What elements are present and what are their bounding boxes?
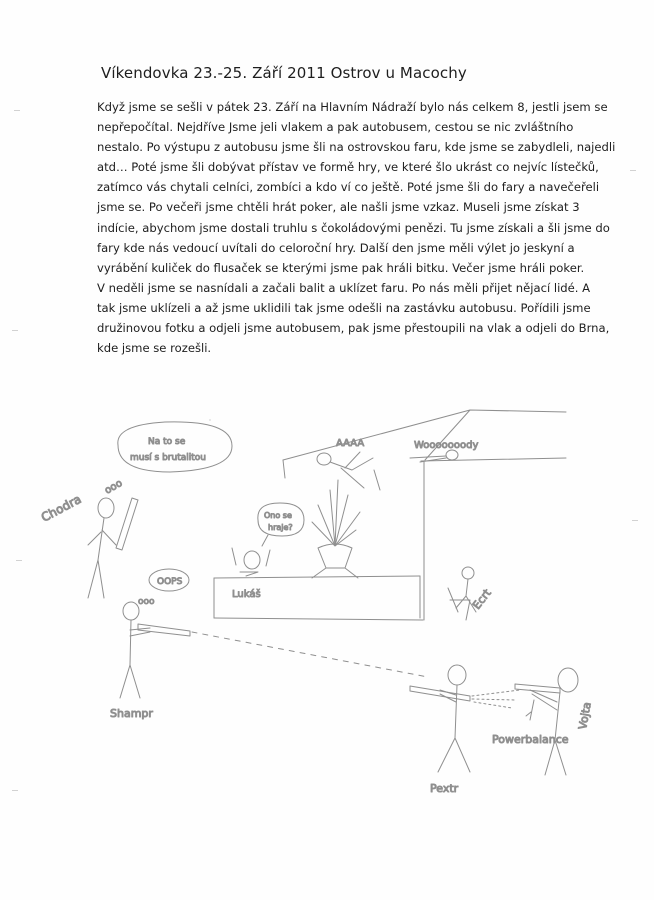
- lukas-figure: [232, 548, 270, 576]
- vojta-name: Vojta: [576, 701, 594, 731]
- chodra-speech-line2: musí s brutalitou: [130, 453, 206, 463]
- document-title: Víkendovka 23.-25. Září 2011 Ostrov u Macochy: [101, 64, 467, 82]
- shampr-name: Shampr: [110, 707, 153, 720]
- powerbalance-label: Powerbalance: [492, 733, 569, 746]
- body-line: atd… Poté jsme šli dobývat přístav ve formě hry, ve které šlo ukrást co nejvíc lístečků,: [97, 160, 599, 175]
- vojta-figure: [515, 668, 578, 775]
- shampr-figure: [120, 602, 428, 698]
- plant-vase-sketch: [312, 480, 360, 578]
- woody-speech: Wooooooody: [414, 440, 479, 451]
- body-line: fary kde nás vedoucí uvítali do celoroční hry. Další den jsme měli výlet jo jeskyní a: [97, 240, 575, 255]
- ecrt-figure: [448, 567, 476, 620]
- chodra-ooo: ooo: [103, 477, 125, 497]
- body-line: družinovou fotku a odjeli jsme autobusem, pak jsme přestoupili na vlak a odjeli do Brna,: [97, 321, 610, 336]
- lukas-speech-line1: Ono se: [264, 511, 292, 520]
- lukas-speech-line2: hraje?: [268, 523, 293, 532]
- body-line: tak jsme uklízeli a až jsme uklidili tak jsme odešli na zastávku autobusu. Pořídili jsme: [97, 300, 591, 315]
- body-line: nepřepočítal. Nejdříve Jsme jeli vlakem a pak autobusem, cestou se nic zvláštního: [97, 120, 574, 135]
- falling-speech: AAAA: [336, 438, 365, 449]
- body-line: Když jsme se sešli v pátek 23. Září na Hlavním Nádraží bylo nás celkem 8, jestli jsem se: [97, 100, 608, 114]
- pextr-name: Pextr: [430, 782, 459, 795]
- body-line: indície, abychom jsme dostali truhlu s čokoládovými penězi. Tu jsme získali a šli jsme do: [97, 220, 610, 235]
- body-line: zatímco vás chytali celníci, zombíci a kdo ví co ještě. Poté jsme šli do fary a navečeřeli: [97, 180, 600, 195]
- body-line: vyrábění kuliček do flusaček se kterými jsme pak hráli bitku. Večer jsme hráli poker.: [97, 260, 585, 275]
- woody-figure: [410, 450, 458, 462]
- body-line: nestalo. Po výstupu z autobusu jsme šli na ostrovskou faru, kde jsme se zabydleli, najedli: [97, 140, 616, 155]
- chodra-speech-line1: Na to se: [148, 437, 186, 447]
- body-line: V neděli jsme se nasnídali a začali balit a uklízet faru. Po nás měli přijet nějací lidé. A: [97, 280, 591, 295]
- chodra-name: Chodra: [38, 491, 84, 525]
- body-line: kde jsme se rozešli.: [97, 341, 212, 356]
- shampr-speech: OOPS: [157, 577, 183, 587]
- shampr-ooo: ooo: [138, 597, 155, 607]
- falling-figure: [317, 452, 380, 490]
- body-line: jsme se. Po večeři jsme chtěli hrát poker, ale našli jsme vzkaz. Museli jsme získat 3: [97, 200, 580, 215]
- pextr-figure: [410, 665, 520, 772]
- lukas-name: Lukáš: [232, 589, 261, 600]
- ecrt-name: Ecrt: [470, 586, 494, 612]
